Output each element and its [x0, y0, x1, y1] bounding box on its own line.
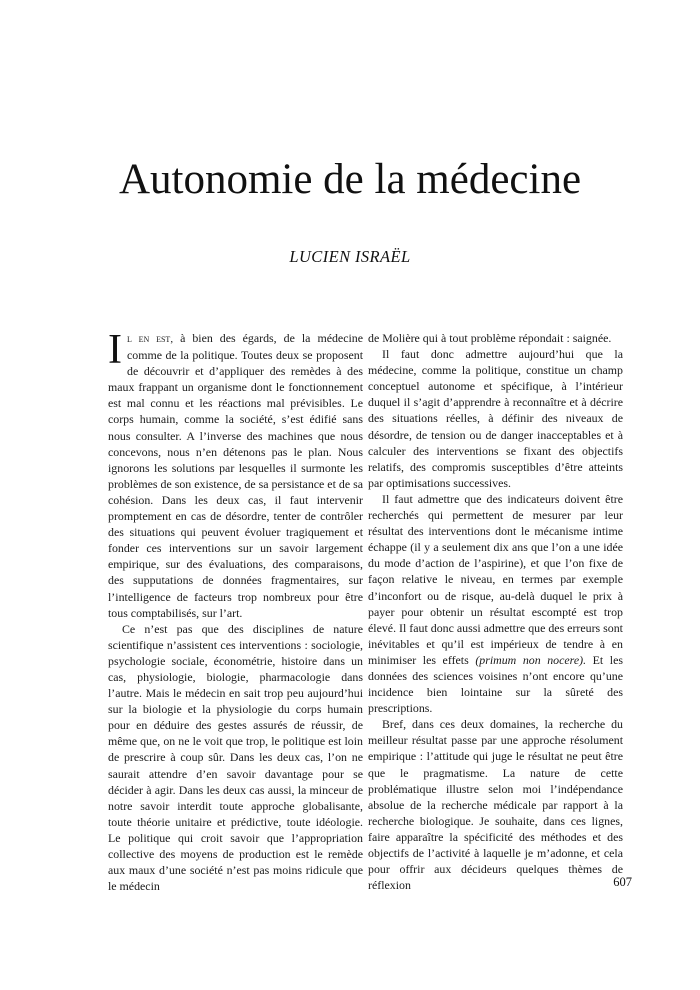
paragraph-2-continuation: de Molière qui à tout problème répondait : saignée. — [368, 331, 612, 345]
page-number: 607 — [613, 875, 632, 889]
paragraph-1-text: à bien des égards, de la médecine comme de la politique. Toutes deux se proposent de découvrir et d’appliquer des remèdes à des maux frappant un organisme dont le fonctionnement est mal connu et les réactions mal prévisibles. Le corps humain, comme la société, s’est édifié sans nous consulter. A l’inverse des machines que nous concevons, nous n’en détenons pas le plan. Nous ignorons les solutions par lesquelles il surmonte les problèmes de son existence, de sa persistance et de sa cohésion. Dans les deux cas, il faut intervenir promptement en cas de désordre, tenter de contrôler des situations qui peuvent évoluer tragiquement et fonder ces interventions sur un savoir largement empirique, sur des évaluations, des comparaisons, des supputations de données fragmentaires, sur l’intelligence de facteurs trop nombreux pour être tous comptabilisés, sur l’art. — [108, 331, 363, 620]
lead-small-caps: l en est, — [127, 333, 174, 345]
paragraph-4-text-after: Et les données des sciences voisines n’ont encore qu’une incidence bien lointaine sur la sûreté des prescriptions. — [368, 652, 623, 716]
paragraph-2: Ce n’est pas que des disciplines de nature scientifique n’assistent ces interventions : sociologie, psychologie sociale, économétrie, histoire dans un cas, physiologie, biologie, pharmacologie dans l’autre. Mais le médecin en sait trop peu aujourd’hui sur la biologie et la physiologie du corps humain pour en déduire des gestes assurés de réussir, de même que, on ne le voit que trop, le politique est loin de prescrire à coup sûr. Dans les deux cas, l’on ne saurait attendre d’en savoir davantage pour se décider à agir. Dans les deux cas aussi, la minceur de notre savoir interdit toute approche globalisante, toute théorie unitaire et prédictive, toute idéologie. Le politique qui croit savoir que l’appropriation collective des moyens de production est le remède aux maux d’une société n’est pas moins ridicule que le médecin — [108, 621, 363, 894]
text-column-left — [108, 327, 363, 894]
paragraph-5: Bref, dans ces deux domaines, la recherche du meilleur résultat passe par une approche résolument empirique : l’attitude qui juge le résultat ne peut être que le pragmatisme. La nature de cette problématique illustre selon moi l’indépendance absolue de la recherche médicale par rapport à la recherche biologique. Je souhaite, dans ces lignes, faire apparaître la spécificité des méthodes et des objectifs de l’activité à laquelle je m’adonne, et cela pour offrir aux décideurs quelques thèmes de réflexion — [368, 717, 623, 893]
author-name: LUCIEN ISRAËL — [289, 247, 411, 266]
paragraph-3: Il faut donc admettre aujourd’hui que la médecine, comme la politique, constitue un champ conceptuel autonome et spécifique, à l’intérieur duquel il s’agit d’apprendre à reconnaître et à décrire des situations réelles, à définir des niveaux de désordre, de tension ou de danger inacceptables et à calculer des interventions se fixant des objectifs relatifs, des compromis susceptibles d’être atteints par optimisations successives. — [368, 347, 623, 490]
article-title: Autonomie de la médecine — [118, 156, 582, 203]
paragraph-4-latin-phrase: (primum non nocere). — [475, 652, 587, 667]
paragraph-4 — [368, 491, 623, 716]
paragraph-4-text-before: Il faut admettre que des indicateurs doivent être recherchés qui permettent de mesurer par leur résultat des interventions dont le mécanisme intime échappe (il y a seulement dix ans que l’on a une idée du mode d’action de l’aspirine), et que l’on fixe de façon relative le niveau, en termes par exemple d’inconfort ou de risque, au-delà duquel le prix à payer pour obtenir un résultat escompté est trop élevé. Il faut donc aussi admettre que des erreurs sont inévitables et qu’il est impérieux de tendre à en minimiser les effets — [368, 491, 623, 667]
paragraph-1 — [108, 327, 363, 621]
drop-cap: I — [108, 327, 122, 373]
text-column-right — [368, 330, 623, 893]
